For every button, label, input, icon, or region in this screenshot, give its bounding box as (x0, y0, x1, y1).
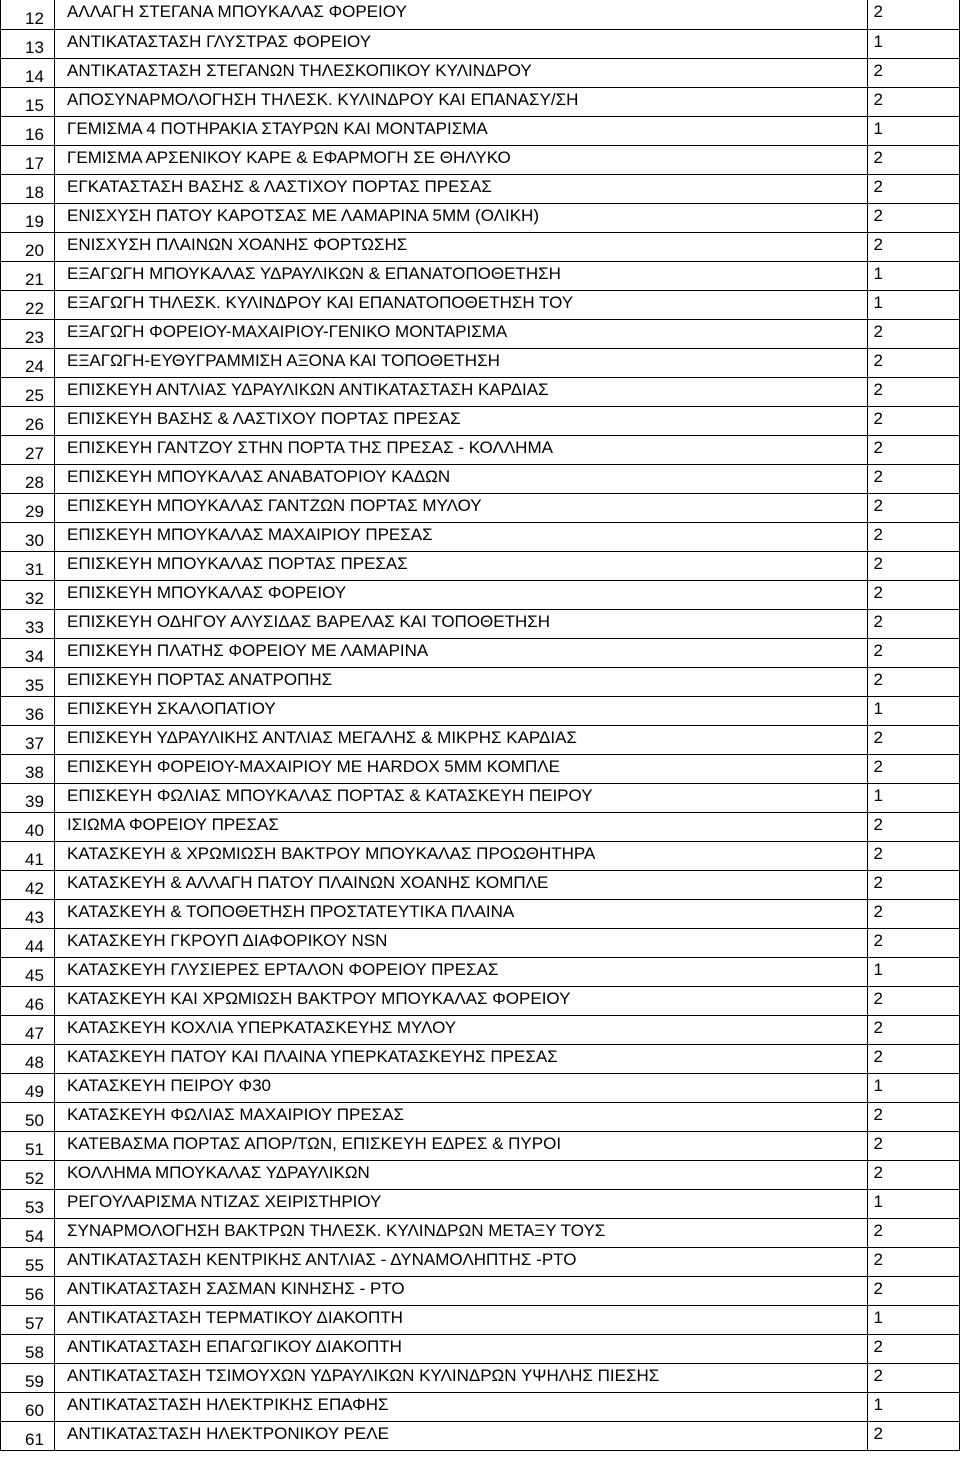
work-description: ΚΑΤΑΣΚΕΥΗ ΓΛΥΣΙΕΡΕΣ ΕΡΤΑΛΟΝ ΦΟΡΕΙΟΥ ΠΡΕΣΑΣ (55, 957, 868, 986)
row-number: 54 (1, 1218, 55, 1247)
row-number: 49 (1, 1073, 55, 1102)
work-description: ΚΑΤΑΣΚΕΥΗ & ΧΡΩΜΙΩΣΗ ΒΑΚΤΡΟΥ ΜΠΟΥΚΑΛΑΣ ΠΡΟΩΘΗΤΗΡΑ (55, 841, 868, 870)
quantity: 1 (868, 116, 960, 145)
work-description: ΓΕΜΙΣΜΑ 4 ΠΟΤΗΡΑΚΙΑ ΣΤΑΥΡΩΝ ΚΑΙ ΜΟΝΤΑΡΙΣΜΑ (55, 116, 868, 145)
work-description: ΕΠΙΣΚΕΥΗ ΜΠΟΥΚΑΛΑΣ ΓΑΝΤΖΩΝ ΠΟΡΤΑΣ ΜΥΛΟΥ (55, 493, 868, 522)
table-row (1, 957, 960, 986)
quantity: 2 (868, 1334, 960, 1363)
table-row (1, 464, 960, 493)
table-row (1, 1305, 960, 1334)
table-row (1, 493, 960, 522)
row-number: 37 (1, 725, 55, 754)
table-row (1, 145, 960, 174)
quantity: 2 (868, 1247, 960, 1276)
table-row (1, 1160, 960, 1189)
table-row (1, 1189, 960, 1218)
table-row (1, 1044, 960, 1073)
work-description: ΑΠΟΣΥΝΑΡΜΟΛΟΓΗΣΗ ΤΗΛΕΣΚ. ΚΥΛΙΝΔΡΟΥ ΚΑΙ ΕΠΑΝΑΣΥ/ΣΗ (55, 87, 868, 116)
work-description: ΣΥΝΑΡΜΟΛΟΓΗΣΗ ΒΑΚΤΡΩΝ ΤΗΛΕΣΚ. ΚΥΛΙΝΔΡΩΝ ΜΕΤΑΞΥ ΤΟΥΣ (55, 1218, 868, 1247)
row-number: 19 (1, 203, 55, 232)
work-description: ΙΣΙΩΜΑ ΦΟΡΕΙΟΥ ΠΡΕΣΑΣ (55, 812, 868, 841)
quantity: 2 (868, 812, 960, 841)
quantity: 2 (868, 1276, 960, 1305)
row-number: 16 (1, 116, 55, 145)
work-description: ΑΛΛΑΓΗ ΣΤΕΓΑΝΑ ΜΠΟΥΚΑΛΑΣ ΦΟΡΕΙΟΥ (55, 0, 868, 29)
table-row (1, 1247, 960, 1276)
table-row (1, 116, 960, 145)
work-description: ΕΠΙΣΚΕΥΗ ΥΔΡΑΥΛΙΚΗΣ ΑΝΤΛΙΑΣ ΜΕΓΑΛΗΣ & ΜΙΚΡΗΣ ΚΑΡΔΙΑΣ (55, 725, 868, 754)
quantity: 2 (868, 1131, 960, 1160)
row-number: 42 (1, 870, 55, 899)
quantity: 2 (868, 348, 960, 377)
quantity: 2 (868, 464, 960, 493)
row-number: 12 (1, 0, 55, 29)
work-description: ΕΞΑΓΩΓΗ ΜΠΟΥΚΑΛΑΣ ΥΔΡΑΥΛΙΚΩΝ & ΕΠΑΝΑΤΟΠΟΘΕΤΗΣΗ (55, 261, 868, 290)
quantity: 2 (868, 870, 960, 899)
row-number: 22 (1, 290, 55, 319)
row-number: 27 (1, 435, 55, 464)
row-number: 17 (1, 145, 55, 174)
row-number: 52 (1, 1160, 55, 1189)
quantity: 1 (868, 957, 960, 986)
table-row (1, 986, 960, 1015)
row-number: 36 (1, 696, 55, 725)
quantity: 2 (868, 87, 960, 116)
quantity: 2 (868, 1160, 960, 1189)
quantity: 2 (868, 145, 960, 174)
work-description: ΚΑΤΑΣΚΕΥΗ ΚΟΧΛΙΑ ΥΠΕΡΚΑΤΑΣΚΕΥΗΣ ΜΥΛΟΥ (55, 1015, 868, 1044)
work-description: ΚΑΤΑΣΚΕΥΗ ΚΑΙ ΧΡΩΜΙΩΣΗ ΒΑΚΤΡΟΥ ΜΠΟΥΚΑΛΑΣ ΦΟΡΕΙΟΥ (55, 986, 868, 1015)
table-row (1, 1334, 960, 1363)
row-number: 47 (1, 1015, 55, 1044)
quantity: 1 (868, 783, 960, 812)
work-description: ΚΑΤΕΒΑΣΜΑ ΠΟΡΤΑΣ ΑΠΟΡ/ΤΩΝ, ΕΠΙΣΚΕΥΗ ΕΔΡΕΣ & ΠΥΡΟΙ (55, 1131, 868, 1160)
work-description: ΕΠΙΣΚΕΥΗ ΦΟΡΕΙΟΥ-ΜΑΧΑΙΡΙΟΥ ΜΕ HARDOX 5MM ΚΟΜΠΛΕ (55, 754, 868, 783)
quantity: 2 (868, 493, 960, 522)
quantity: 2 (868, 1218, 960, 1247)
quantity: 2 (868, 609, 960, 638)
table-row (1, 580, 960, 609)
table-row (1, 174, 960, 203)
quantity: 2 (868, 174, 960, 203)
row-number: 44 (1, 928, 55, 957)
table-row (1, 58, 960, 87)
row-number: 60 (1, 1392, 55, 1421)
work-description: ΕΠΙΣΚΕΥΗ ΓΑΝΤΖΟΥ ΣΤΗΝ ΠΟΡΤΑ ΤΗΣ ΠΡΕΣΑΣ - ΚΟΛΛΗΜΑ (55, 435, 868, 464)
work-description: ΓΕΜΙΣΜΑ ΑΡΣΕΝΙΚΟΥ ΚΑΡΕ & ΕΦΑΡΜΟΓΗ ΣΕ ΘΗΛΥΚΟ (55, 145, 868, 174)
quantity: 2 (868, 551, 960, 580)
quantity: 1 (868, 261, 960, 290)
row-number: 18 (1, 174, 55, 203)
table-row (1, 551, 960, 580)
work-description: ΑΝΤΙΚΑΤΑΣΤΑΣΗ ΗΛΕΚΤΡΙΚΗΣ ΕΠΑΦΗΣ (55, 1392, 868, 1421)
work-description: ΑΝΤΙΚΑΤΑΣΤΑΣΗ ΤΣΙΜΟΥΧΩΝ ΥΔΡΑΥΛΙΚΩΝ ΚΥΛΙΝΔΡΩΝ ΥΨΗΛΗΣ ΠΙΕΣΗΣ (55, 1363, 868, 1392)
row-number: 51 (1, 1131, 55, 1160)
row-number: 61 (1, 1421, 55, 1450)
table-row (1, 841, 960, 870)
quantity: 2 (868, 928, 960, 957)
work-description: ΑΝΤΙΚΑΤΑΣΤΑΣΗ ΚΕΝΤΡΙΚΗΣ ΑΝΤΛΙΑΣ - ΔΥΝΑΜΟΛΗΠΤΗΣ -PTO (55, 1247, 868, 1276)
quantity: 2 (868, 435, 960, 464)
row-number: 59 (1, 1363, 55, 1392)
row-number: 35 (1, 667, 55, 696)
table-row (1, 1131, 960, 1160)
table-row (1, 377, 960, 406)
table-row (1, 290, 960, 319)
quantity: 2 (868, 580, 960, 609)
table-row (1, 522, 960, 551)
row-number: 24 (1, 348, 55, 377)
table-row (1, 232, 960, 261)
quantity: 2 (868, 58, 960, 87)
row-number: 46 (1, 986, 55, 1015)
table-row (1, 870, 960, 899)
row-number: 43 (1, 899, 55, 928)
row-number: 29 (1, 493, 55, 522)
work-description: ΕΞΑΓΩΓΗ ΦΟΡΕΙΟΥ-ΜΑΧΑΙΡΙΟΥ-ΓΕΝΙΚΟ ΜΟΝΤΑΡΙΣΜΑ (55, 319, 868, 348)
work-description: ΕΠΙΣΚΕΥΗ ΜΠΟΥΚΑΛΑΣ ΑΝΑΒΑΤΟΡΙΟΥ ΚΑΔΩΝ (55, 464, 868, 493)
work-description: ΕΞΑΓΩΓΗ ΤΗΛΕΣΚ. ΚΥΛΙΝΔΡΟΥ ΚΑΙ ΕΠΑΝΑΤΟΠΟΘΕΤΗΣΗ ΤΟΥ (55, 290, 868, 319)
quantity: 2 (868, 1363, 960, 1392)
work-description: ΕΠΙΣΚΕΥΗ ΠΟΡΤΑΣ ΑΝΑΤΡΟΠΗΣ (55, 667, 868, 696)
table-row (1, 319, 960, 348)
quantity: 2 (868, 522, 960, 551)
quantity: 2 (868, 319, 960, 348)
table-row (1, 1073, 960, 1102)
table-row (1, 899, 960, 928)
quantity: 2 (868, 406, 960, 435)
work-description: ΕΝΙΣΧΥΣΗ ΠΑΤΟΥ ΚΑΡΟΤΣΑΣ ΜΕ ΛΑΜΑΡΙΝΑ 5ΜΜ (ΟΛΙΚΗ) (55, 203, 868, 232)
table-row (1, 261, 960, 290)
table-row (1, 1421, 960, 1450)
row-number: 56 (1, 1276, 55, 1305)
table-row (1, 754, 960, 783)
work-description: ΚΑΤΑΣΚΕΥΗ ΠΕΙΡΟΥ Φ30 (55, 1073, 868, 1102)
work-description: ΑΝΤΙΚΑΤΑΣΤΑΣΗ ΤΕΡΜΑΤΙΚΟΥ ΔΙΑΚΟΠΤΗ (55, 1305, 868, 1334)
row-number: 25 (1, 377, 55, 406)
work-description: ΑΝΤΙΚΑΤΑΣΤΑΣΗ ΕΠΑΓΩΓΙΚΟΥ ΔΙΑΚΟΠΤΗ (55, 1334, 868, 1363)
work-description: ΚΑΤΑΣΚΕΥΗ & ΤΟΠΟΘΕΤΗΣΗ ΠΡΟΣΤΑΤΕΥΤΙΚΑ ΠΛΑΙΝΑ (55, 899, 868, 928)
table-row (1, 609, 960, 638)
row-number: 57 (1, 1305, 55, 1334)
row-number: 28 (1, 464, 55, 493)
row-number: 13 (1, 29, 55, 58)
row-number: 14 (1, 58, 55, 87)
table-row (1, 696, 960, 725)
quantity: 2 (868, 1102, 960, 1131)
table-row (1, 667, 960, 696)
quantity: 2 (868, 0, 960, 29)
quantity: 1 (868, 1189, 960, 1218)
work-description: ΚΑΤΑΣΚΕΥΗ ΓΚΡΟΥΠ ΔΙΑΦΟΡΙΚΟΥ NSN (55, 928, 868, 957)
table-row (1, 783, 960, 812)
table-row (1, 203, 960, 232)
table-body (1, 0, 960, 1450)
row-number: 39 (1, 783, 55, 812)
table-row (1, 812, 960, 841)
quantity: 2 (868, 1044, 960, 1073)
row-number: 23 (1, 319, 55, 348)
table-row (1, 348, 960, 377)
row-number: 15 (1, 87, 55, 116)
row-number: 34 (1, 638, 55, 667)
row-number: 41 (1, 841, 55, 870)
row-number: 20 (1, 232, 55, 261)
row-number: 31 (1, 551, 55, 580)
work-description: ΑΝΤΙΚΑΤΑΣΤΑΣΗ ΗΛΕΚΤΡΟΝΙΚΟΥ ΡΕΛΕ (55, 1421, 868, 1450)
quantity: 2 (868, 667, 960, 696)
quantity: 2 (868, 638, 960, 667)
work-description: ΑΝΤΙΚΑΤΑΣΤΑΣΗ ΓΛΥΣΤΡΑΣ ΦΟΡΕΙΟΥ (55, 29, 868, 58)
quantity: 2 (868, 232, 960, 261)
quantity: 1 (868, 1073, 960, 1102)
work-description: ΕΠΙΣΚΕΥΗ ΦΩΛΙΑΣ ΜΠΟΥΚΑΛΑΣ ΠΟΡΤΑΣ & ΚΑΤΑΣΚΕΥΗ ΠΕΙΡΟΥ (55, 783, 868, 812)
work-description: ΕΠΙΣΚΕΥΗ ΜΠΟΥΚΑΛΑΣ ΦΟΡΕΙΟΥ (55, 580, 868, 609)
row-number: 48 (1, 1044, 55, 1073)
table-row (1, 1363, 960, 1392)
row-number: 55 (1, 1247, 55, 1276)
work-description: ΕΠΙΣΚΕΥΗ ΜΠΟΥΚΑΛΑΣ ΠΟΡΤΑΣ ΠΡΕΣΑΣ (55, 551, 868, 580)
table-row (1, 725, 960, 754)
work-description: ΚΑΤΑΣΚΕΥΗ ΠΑΤΟΥ ΚΑΙ ΠΛΑΙΝΑ ΥΠΕΡΚΑΤΑΣΚΕΥΗΣ ΠΡΕΣΑΣ (55, 1044, 868, 1073)
row-number: 33 (1, 609, 55, 638)
row-number: 53 (1, 1189, 55, 1218)
work-description: ΚΑΤΑΣΚΕΥΗ & ΑΛΛΑΓΗ ΠΑΤΟΥ ΠΛΑΙΝΩΝ ΧΟΑΝΗΣ ΚΟΜΠΛΕ (55, 870, 868, 899)
work-description: ΑΝΤΙΚΑΤΑΣΤΑΣΗ ΣΑΣΜΑΝ ΚΙΝΗΣΗΣ - PTO (55, 1276, 868, 1305)
quantity: 1 (868, 696, 960, 725)
work-description: ΚΑΤΑΣΚΕΥΗ ΦΩΛΙΑΣ ΜΑΧΑΙΡΙΟΥ ΠΡΕΣΑΣ (55, 1102, 868, 1131)
quantity: 2 (868, 841, 960, 870)
work-description: ΕΞΑΓΩΓΗ-ΕΥΘΥΓΡΑΜΜΙΣΗ ΑΞΟΝΑ ΚΑΙ ΤΟΠΟΘΕΤΗΣΗ (55, 348, 868, 377)
table-row (1, 29, 960, 58)
row-number: 26 (1, 406, 55, 435)
row-number: 50 (1, 1102, 55, 1131)
work-description: ΕΠΙΣΚΕΥΗ ΑΝΤΛΙΑΣ ΥΔΡΑΥΛΙΚΩΝ ΑΝΤΙΚΑΤΑΣΤΑΣΗ ΚΑΡΔΙΑΣ (55, 377, 868, 406)
work-description: ΕΠΙΣΚΕΥΗ ΜΠΟΥΚΑΛΑΣ ΜΑΧΑΙΡΙΟΥ ΠΡΕΣΑΣ (55, 522, 868, 551)
row-number: 38 (1, 754, 55, 783)
work-description: ΚΟΛΛΗΜΑ ΜΠΟΥΚΑΛΑΣ ΥΔΡΑΥΛΙΚΩΝ (55, 1160, 868, 1189)
table-row (1, 1102, 960, 1131)
quantity: 1 (868, 1305, 960, 1334)
quantity: 2 (868, 725, 960, 754)
work-description: ΡΕΓΟΥΛΑΡΙΣΜΑ ΝΤΙΖΑΣ ΧΕΙΡΙΣΤΗΡΙΟΥ (55, 1189, 868, 1218)
quantity: 2 (868, 986, 960, 1015)
row-number: 45 (1, 957, 55, 986)
quantity: 2 (868, 377, 960, 406)
quantity: 1 (868, 29, 960, 58)
row-number: 40 (1, 812, 55, 841)
work-description: ΕΠΙΣΚΕΥΗ ΠΛΑΤΗΣ ΦΟΡΕΙΟΥ ΜΕ ΛΑΜΑΡΙΝΑ (55, 638, 868, 667)
row-number: 32 (1, 580, 55, 609)
quantity: 2 (868, 899, 960, 928)
quantity: 2 (868, 1015, 960, 1044)
table-row (1, 0, 960, 29)
row-number: 30 (1, 522, 55, 551)
table-row (1, 1015, 960, 1044)
work-description: ΑΝΤΙΚΑΤΑΣΤΑΣΗ ΣΤΕΓΑΝΩΝ ΤΗΛΕΣΚΟΠΙΚΟΥ ΚΥΛΙΝΔΡΟΥ (55, 58, 868, 87)
work-description: ΕΓΚΑΤΑΣΤΑΣΗ ΒΑΣΗΣ & ΛΑΣΤΙΧΟΥ ΠΟΡΤΑΣ ΠΡΕΣΑΣ (55, 174, 868, 203)
quantity: 2 (868, 1421, 960, 1450)
quantity: 1 (868, 290, 960, 319)
work-description: ΕΠΙΣΚΕΥΗ ΣΚΑΛΟΠΑΤΙΟΥ (55, 696, 868, 725)
row-number: 58 (1, 1334, 55, 1363)
table-row (1, 638, 960, 667)
work-description: ΕΠΙΣΚΕΥΗ ΒΑΣΗΣ & ΛΑΣΤΙΧΟΥ ΠΟΡΤΑΣ ΠΡΕΣΑΣ (55, 406, 868, 435)
table-row (1, 87, 960, 116)
work-description: ΕΠΙΣΚΕΥΗ ΟΔΗΓΟΥ ΑΛΥΣΙΔΑΣ ΒΑΡΕΛΑΣ ΚΑΙ ΤΟΠΟΘΕΤΗΣΗ (55, 609, 868, 638)
table-row (1, 406, 960, 435)
quantity: 2 (868, 754, 960, 783)
row-number: 21 (1, 261, 55, 290)
quantity: 1 (868, 1392, 960, 1421)
table-row (1, 928, 960, 957)
table-row (1, 1218, 960, 1247)
work-description: ΕΝΙΣΧΥΣΗ ΠΛΑΙΝΩΝ ΧΟΑΝΗΣ ΦΟΡΤΩΣΗΣ (55, 232, 868, 261)
table-row (1, 1392, 960, 1421)
quantity: 2 (868, 203, 960, 232)
table-row (1, 435, 960, 464)
table-row (1, 1276, 960, 1305)
